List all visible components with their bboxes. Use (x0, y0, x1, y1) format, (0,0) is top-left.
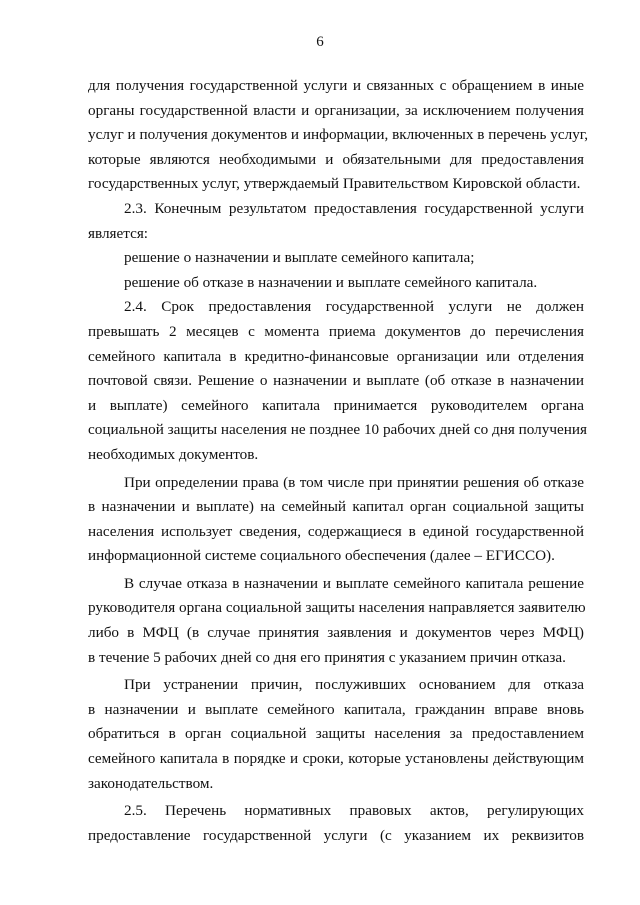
text-line: которые являются необходимыми и обязательными для предоставления (88, 150, 584, 168)
text-line: предоставление государственной услуги (с указанием их реквизитов (88, 826, 584, 844)
text-line: обратиться в орган социальной защиты населения за предоставлением (88, 725, 584, 743)
text-line: руководителя органа социальной защиты населения направляется заявителю (88, 599, 586, 617)
text-line: превышать 2 месяцев с момента приема документов до перечисления (88, 322, 584, 340)
list-item: решение об отказе в назначении и выплате семейного капитала. (124, 273, 538, 291)
text-line: либо в МФЦ (в случае принятия заявления и документов через МФЦ) (88, 624, 584, 642)
paragraph-2-5-heading: 2.5. Перечень нормативных правовых актов, регулирующих (124, 802, 584, 820)
text-line: законодательством. (88, 774, 214, 792)
text-line: услуг и получения документов и информации, включенных в перечень услуг, (88, 126, 589, 144)
text-line: и выплате) семейного капитала принимается руководителем органа (88, 396, 584, 414)
text-line: является: (88, 224, 149, 242)
text-line: населения использует сведения, содержащиеся в единой государственной (88, 522, 584, 540)
text-line: в назначении и выплате) на семейный капитал орган социальной защиты (88, 498, 584, 516)
paragraph-start: При устранении причин, послуживших основанием для отказа (124, 676, 584, 694)
text-line: для получения государственной услуги и связанных с обращением в иные (88, 77, 584, 94)
paragraph-2-4-heading: 2.4. Срок предоставления государственной услуги не должен (124, 298, 584, 316)
text-line: социальной защиты населения не позднее 10 рабочих дней со дня получения (88, 421, 587, 439)
text-line: информационной системе социального обеспечения (далее – ЕГИССО). (88, 547, 555, 565)
text-line: в течение 5 рабочих дней со дня его принятия с указанием причин отказа. (88, 648, 566, 666)
text-line: семейного капитала в порядке и сроки, которые установлены действующим (88, 750, 584, 768)
list-item: решение о назначении и выплате семейного капитала; (124, 249, 475, 267)
text-line: почтовой связи. Решение о назначении и выплате (об отказе в назначении (88, 372, 584, 390)
page-number: 6 (316, 34, 324, 50)
paragraph-start: При определении права (в том числе при принятии решения об отказе (124, 473, 584, 491)
text-line: необходимых документов. (88, 445, 259, 463)
paragraph-start: В случае отказа в назначении и выплате семейного капитала решение (124, 574, 584, 592)
paragraph-2-3-heading: 2.3. Конечным результатом предоставления государственной услуги (124, 199, 584, 217)
text-line: в назначении и выплате семейного капитала, гражданин вправе вновь (88, 700, 584, 718)
document-body (88, 74, 589, 848)
text-line: семейного капитала в кредитно-финансовые организации или отделения (88, 347, 584, 365)
text-line: органы государственной власти и организации, за исключением получения (88, 101, 584, 119)
text-line: государственных услуг, утверждаемый Правительством Кировской области. (88, 175, 581, 193)
